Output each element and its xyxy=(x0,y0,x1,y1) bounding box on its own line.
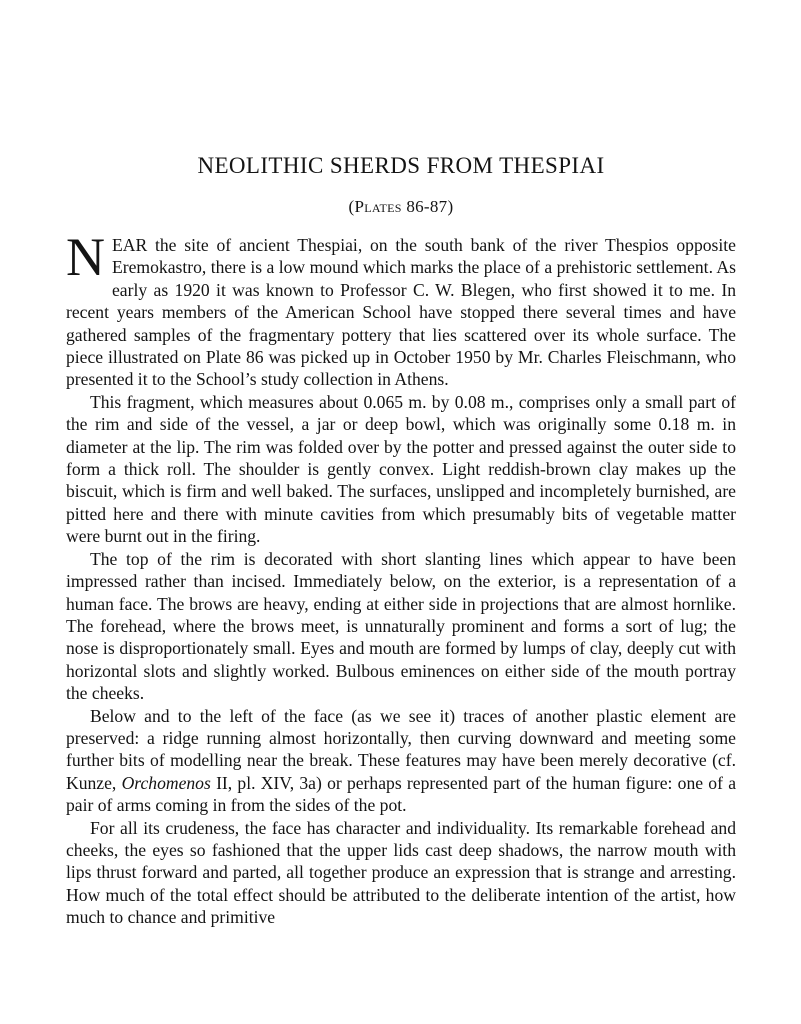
plates-open: ( xyxy=(348,197,355,216)
paragraph-5: For all its crudeness, the face has character and individuality. Its remarkable forehead and cheeks, the eyes so fashioned that the upper lids cast deep shadows, the narrow mouth with lips thrust forward and parted, all together produce an expression that is strange and arresting. How much of the total effect should be attributed to the deliberate intention of the artist, how much to chance and primitive xyxy=(66,817,736,928)
paragraph-3: The top of the rim is decorated with short slanting lines which appear to have been impressed rather than incised. Immediately below, on the exterior, is a representation of a human face. The brows are heavy, ending at either side in projections that are almost hornlike. The forehead, where the brows meet, is unnaturally prominent and forms a sort of lug; the nose is disproportionately small. Eyes and mouth are formed by lumps of clay, deeply cut with horizontal slots and slightly worked. Bulbous eminences on either side of the mouth portray the cheeks. xyxy=(66,548,736,704)
citation-title: Orchomenos xyxy=(121,772,211,793)
plates-label: Plates xyxy=(354,197,402,216)
page xyxy=(66,150,736,929)
paragraph-4-text-b: II, pl. XIV, 3a) or perhaps represented part of the human figure: one of a pair of arms coming in from the sides of the pot. xyxy=(66,772,737,816)
paragraph-1 xyxy=(66,227,736,391)
plates-reference xyxy=(66,196,736,218)
drop-cap: N xyxy=(66,227,105,287)
paragraph-1-text: the site of ancient Thespiai, on the south bank of the river Thespios opposite Eremokastro, there is a low mound which marks the place of a prehistoric settlement. As early as 1920 it was known to Professor C. W. Blegen, who first showed it to me. In recent years members of the American School have stopped there several times and have gathered samples of the fragmentary pottery that lies scattered over its whole surface. The piece illustrated on Plate 86 was picked up in October 1950 by Mr. Charles Fleischmann, who presented it to the School’s study collection in Athens. xyxy=(66,235,736,390)
first-word-rest: EAR xyxy=(112,235,148,255)
paragraph-4-text-a: Below and to the left of the face (as we see it) traces of another plastic element are preserved: a ridge running almost horizontally, then curving downward and meeting some further bits of modelling near the break. These features may have been merely decorative (cf. Kunze, xyxy=(66,705,736,793)
article-title: NEOLITHIC SHERDS FROM THESPIAI xyxy=(197,153,605,178)
plates-numbers: 86-87) xyxy=(401,197,454,216)
paragraph-4 xyxy=(66,705,736,817)
paragraph-2: This fragment, which measures about 0.065 m. by 0.08 m., comprises only a small part of the rim and side of the vessel, a jar or deep bowl, which was originally some 0.18 m. in diameter at the lip. The rim was folded over by the potter and pressed against the outer side to form a thick roll. The shoulder is gently convex. Light reddish-brown clay makes up the biscuit, which is firm and well baked. The surfaces, unslipped and incompletely burnished, are pitted here and there with minute cavities from which presumably bits of vegetable matter were burnt out in the firing. xyxy=(66,391,736,547)
article-body xyxy=(66,227,737,929)
